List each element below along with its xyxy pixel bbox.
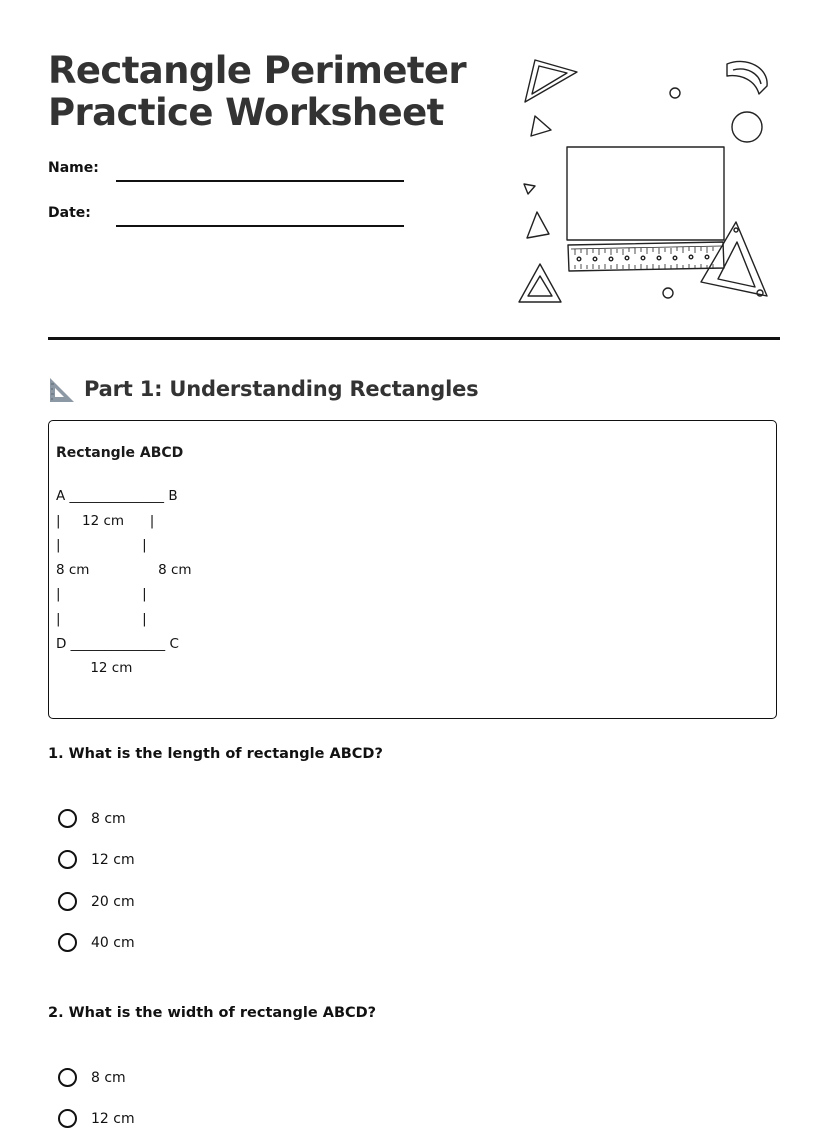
radio-button[interactable] bbox=[58, 892, 77, 911]
part1-heading bbox=[48, 374, 478, 404]
triangle-icon bbox=[519, 264, 561, 302]
diagram-title: Rectangle ABCD bbox=[56, 445, 184, 461]
radio-button[interactable] bbox=[58, 850, 77, 869]
radio-button[interactable] bbox=[58, 1109, 77, 1128]
option-label: 40 cm bbox=[91, 934, 135, 951]
triangle-icon bbox=[531, 116, 551, 136]
ruler-icon bbox=[568, 242, 724, 271]
option-label: 12 cm bbox=[91, 1110, 135, 1127]
answer-option[interactable] bbox=[58, 892, 135, 911]
radio-button[interactable] bbox=[58, 1068, 77, 1087]
triangle-icon bbox=[525, 60, 577, 102]
set-square-icon bbox=[48, 376, 75, 403]
geometry-illustration bbox=[515, 52, 775, 310]
answer-option[interactable] bbox=[58, 850, 135, 869]
answer-option[interactable] bbox=[58, 1068, 126, 1087]
radio-button[interactable] bbox=[58, 809, 77, 828]
worksheet-title bbox=[48, 50, 466, 134]
circle-icon bbox=[732, 112, 762, 142]
name-field[interactable] bbox=[116, 180, 404, 182]
answer-option[interactable] bbox=[58, 809, 126, 828]
circle-icon bbox=[670, 88, 680, 98]
radio-button[interactable] bbox=[58, 933, 77, 952]
circle-icon bbox=[663, 288, 673, 298]
option-label: 8 cm bbox=[91, 1069, 126, 1086]
question-1: 1. What is the length of rectangle ABCD? bbox=[48, 746, 383, 762]
answer-option[interactable] bbox=[58, 1109, 135, 1128]
question-2: 2. What is the width of rectangle ABCD? bbox=[48, 1005, 377, 1021]
rectangle-ascii-diagram: A ______________ B | 12 cm | | | 8 cm 8 cm | | | | D ______________ C 12 cm bbox=[56, 488, 192, 677]
date-label: Date: bbox=[48, 205, 91, 221]
rectangle-shape bbox=[567, 147, 724, 240]
triangle-icon bbox=[524, 184, 535, 194]
title-line-1: Rectangle Perimeter bbox=[48, 49, 467, 92]
answer-option[interactable] bbox=[58, 933, 135, 952]
title-line-2: Practice Worksheet bbox=[48, 91, 444, 134]
option-label: 12 cm bbox=[91, 851, 135, 868]
date-field[interactable] bbox=[116, 225, 404, 227]
option-label: 8 cm bbox=[91, 810, 126, 827]
section-title: Part 1: Understanding Rectangles bbox=[84, 377, 479, 401]
option-label: 20 cm bbox=[91, 893, 135, 910]
set-square-icon bbox=[701, 222, 767, 296]
header-divider bbox=[48, 337, 780, 340]
name-label: Name: bbox=[48, 160, 99, 176]
rectangle-diagram bbox=[48, 420, 777, 719]
triangle-icon bbox=[527, 212, 549, 238]
protractor-icon bbox=[727, 61, 767, 94]
